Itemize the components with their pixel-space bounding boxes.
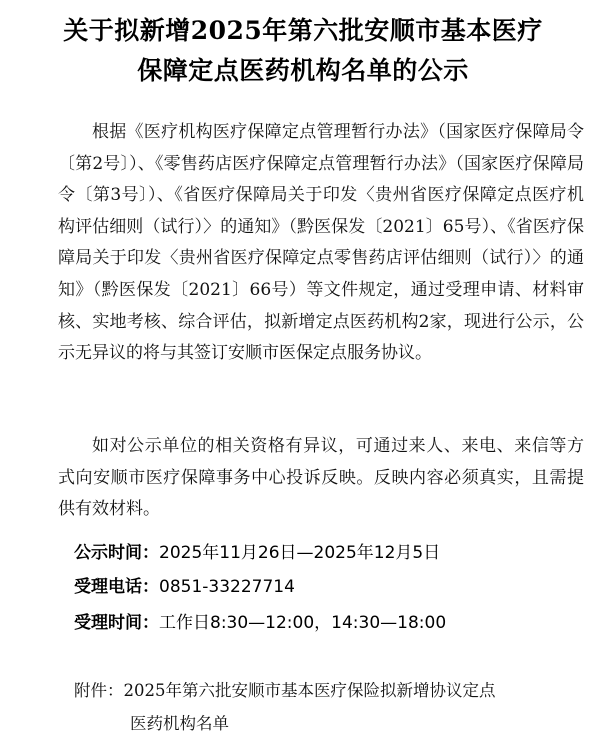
page-title-line1: 关于拟新增2025年第六批安顺市基本医疗	[63, 16, 543, 45]
attachment-link[interactable]: 2025年第六批安顺市基本医疗保险拟新增协议定点	[123, 681, 496, 700]
attachment-block	[74, 674, 594, 740]
body-paragraph-basis: 根据《医疗机构医疗保障定点管理暂行办法》（国家医疗保障局令〔第2号〕）、《零售药店医疗保障定点管理暂行办法》（国家医疗保障局令〔第3号〕）、《省医疗保障局关于印发〈贵州省医疗保障定点医疗机构评估细则（试行）〉的通知》（黔医保发〔2021〕65号）、《省医疗保障局关于印发〈贵州省医疗保障定点零售药店评估细则（试行）〉的通知》（黔医保发〔2021〕66号）等文件规定，通过受理申请、材料审核、实地考核、综合评估，拟新增定点医药机构2家，现进行公示，公示无异议的将与其签订安顺市医保定点服务协议。	[58, 122, 584, 364]
attachment-label: 附件：	[74, 681, 124, 700]
publicity-period-label: 公示时间：	[74, 543, 159, 563]
attachment-link-continuation[interactable]: 医药机构名单	[130, 714, 229, 733]
office-hours-row	[74, 611, 446, 635]
publicity-period-value: 2025年11月26日—2025年12月5日	[159, 543, 441, 563]
office-hours-label: 受理时间：	[74, 613, 159, 633]
contact-phone-value: 0851-33227714	[159, 577, 295, 597]
contact-phone-row	[74, 575, 295, 599]
office-hours-value: 工作日8:30—12:00，14:30—18:00	[159, 613, 447, 633]
publicity-period-row	[74, 541, 440, 565]
body-paragraph-objection: 如对公示单位的相关资格有异议，可通过来人、来电、来信等方式向安顺市医疗保障事务中心投诉反映。反映内容必须真实，且需提供有效材料。	[58, 436, 584, 520]
page-title-line2: 保障定点医药机构名单的公示	[137, 56, 469, 85]
contact-phone-label: 受理电话：	[74, 577, 159, 597]
